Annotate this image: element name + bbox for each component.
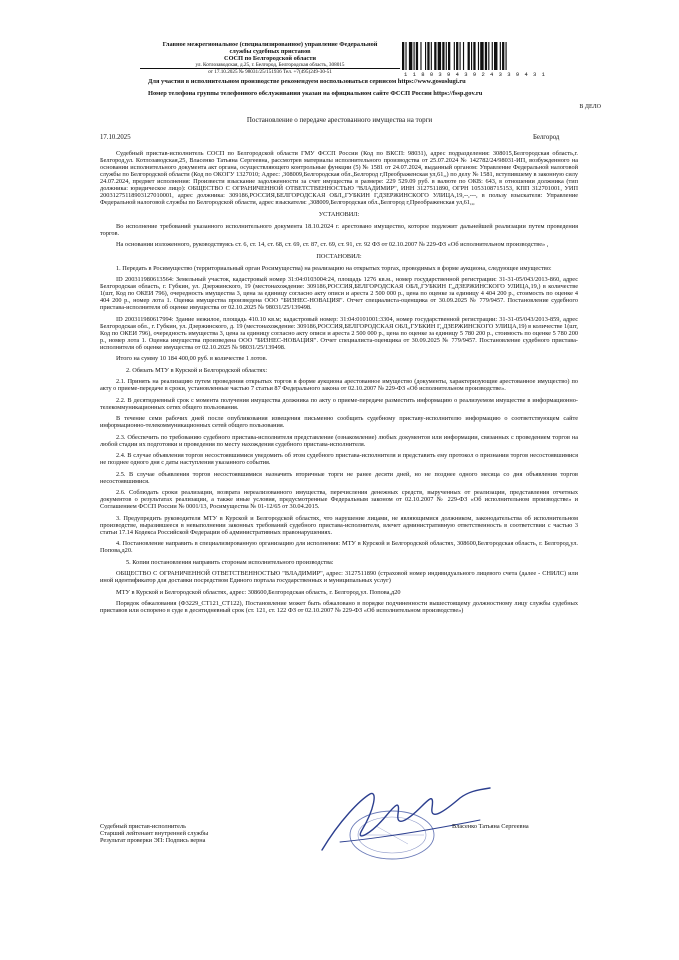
- paragraph: 5. Копии постановления направить сторонам исполнительного производства:: [126, 558, 334, 566]
- barcode-bar: [409, 42, 412, 70]
- gosuslugi-notice: Для участия в исполнительном производстве рекомендуем воспользоваться сервисом https://www.gosuslugi.ru: [148, 78, 466, 85]
- paragraph-appeal: Порядок обжалования (Ф3229_СТ121_СТ122), Постановление может быть обжаловано в порядке подчиненности вышестоящему должностному лицу службы судебных приставов или оспорено в суде в десятидневный срок (ст. 121, ст. 122 ФЗ от 02.10.2007 № 229-ФЗ «Об исполнительном производстве»): [100, 600, 578, 615]
- paragraph-total: Итого на сумму 10 184 400,00 руб. в количестве 1 лотов.: [116, 355, 268, 363]
- paragraph: В течение семи рабочих дней после опубликования извещения письменно сообщить судебному приставу-исполнителю информацию о соответствующем сайте информационно-телекоммуникационных сетей общего пользования.: [100, 415, 578, 430]
- issuer-line-1: Главное межрегиональное (специализированное) управление Федеральной: [162, 41, 378, 48]
- issuer-line-2: службы судебных приставов: [229, 48, 311, 56]
- barcode-bar: [446, 42, 447, 70]
- barcode-bar: [438, 42, 441, 70]
- paragraph: МТУ в Курской и Белгородской областях, адрес: 308600,Белгородская область, г. Белгород,ул. Попова,д20: [116, 588, 401, 596]
- issuer-line-3: СОСП по Белгородской области: [224, 55, 316, 63]
- paragraph: 2.4. В случае объявления торгов несостоявшимися уведомить об этом судебного пристава-исполнителя и представить ему протокол о признании торгов несостоявшимися не позднее одного дня с даты наступления указанного события.: [100, 452, 578, 467]
- property-item-building: ID 200311980617994: Здание нежилое, площадь 410.10 кв.м; кадастровый номер: 31:04:0101001:3304, номер государственной регистрации: 31-31-05/043/2013-859, адрес Белгородская обл., г. Губкин, ул. Дзержинского, д. 19 (местонахождение: 309186,РОССИЯ,БЕЛГОРОДСКАЯ ОБЛ,,ГУБКИН Г,,ДЗЕРЖИНСКОГО УЛИЦА,19) в количестве 1(шт, Код по ОКЕИ 796), очередность имущества 3, цена за единицу согласно акту описи и ареста 2 500 000 р., цена по оценке за единицу 5 780 200 р., стоимость по оценке 5 780 200 р., номер лота 1. Оценка имущества произведена ООО "БИЗНЕС-НОВАЦИЯ". Отчет специалиста-оценщика от 30.09.2025 № 779/9457. Постановление судебного пристава-исполнителя об оценке имущества от 02.10.2025 № 98031/25/139498.: [100, 315, 578, 352]
- paragraph: 2. Обязать МТУ в Курской и Белгородской областях:: [126, 366, 268, 374]
- signer-name: Власенко Татьяна Сергеевна: [452, 823, 529, 830]
- heading-postanovil: ПОСТАНОВИЛ:: [316, 252, 362, 260]
- barcode-bar: [442, 42, 444, 70]
- barcode-bar: [488, 42, 489, 70]
- barcode-bar: [414, 42, 415, 70]
- barcode-bar: [431, 42, 432, 70]
- barcode-bar: [485, 42, 487, 70]
- document-body: [100, 150, 578, 619]
- barcode-number: 1 1 8 0 3 9 4 3 9 2 4 3 3 9 4 3 1: [404, 71, 546, 78]
- barcode-bar: [471, 42, 472, 70]
- heading-ustanovil: УСТАНОВИЛ:: [318, 210, 360, 218]
- paragraph: 2.3. Обеспечить по требованию судебного пристава-исполнителя представление (ознакомление) любых документов или информации, связанных с проведением торгов на любой стадии их подготовки и проведения по месту нахождения судебного пристава-исполнителя.: [100, 433, 578, 448]
- paragraph: На основании изложенного, руководствуясь ст. 6, ст. 14, ст. 68, ст. 69, ст. 87, ст. 69, ст. 91, ст. 92 ФЗ от 02.10.2007 № 229-ФЗ «Об исполнительном производстве» ,: [116, 241, 549, 249]
- paragraph: 1. Передать в Росимущество (территориальный орган Росимущества) на реализацию на открытых торгах, проводимых в форме аукциона, следующее имущество:: [116, 264, 552, 272]
- barcode-bar: [480, 42, 483, 70]
- barcode-bar: [468, 42, 470, 70]
- paragraph-intro: Судебный пристав-исполнитель СОСП по Белгородской области ГМУ ФССП России (Код по ВКСП: 98031), адрес подразделения: 308015,Белгородская область,г. Белгород,ул. Котлозаводская,25, Власенко Татьяна Сергеевна, рассмотрев материалы исполнительного производства от 25.07.2024 № 142782/24/98031-ИП, возбужденного на основании исполнительного документа акт органа, осуществляющего контрольные функции (5) № 1581 от 24.07.2024, выданный органом: Управление Федеральной налоговой службы по Белгородской области (Код по ОКОГУ 1327010; Адрес: ,308009,Белгородская обл.,Белгород г,Преображенская ул,61,,) по делу № 1581, вступившему в законную силу 24.07.2024, предмет исполнения: Произвести взыскание задолженности за счет имущества в размере: 229 529.09 руб. в валюте по ОКВ: 643, в отношении должника (тип должника: юридическое лицо): ОБЩЕСТВО С ОГРАНИЧЕННОЙ ОТВЕТСТВЕННОСТЬЮ "ВЛАДИМИР", ИНН 3127511890, ОГРН 1053108715153, КПП 312701001, УИП 20031275118903127010001, адрес должника: 309186,РОССИЯ,БЕЛГОРОДСКАЯ ОБЛ,,ГУБКИН Г,ДЗЕРЖИНСКОГО УЛИЦА,19,--,---, в пользу взыскателя: Управление Федеральной налоговой службы по Белгородской области, адрес взыскателя: ,308009,Белгородская обл.,Белгород г,Преображенская ул,61,,,: [100, 150, 578, 207]
- to-case-mark: В ДЕЛО: [579, 104, 601, 110]
- barcode-bar: [416, 42, 418, 70]
- paragraph: 2.6. Соблюдать сроки реализации, возврата нереализованного имущества, перечисления денежных средств, вырученных от реализации, представления отчетных документов о результатах реализации, а также иные условия, предусмотренные Федеральным законом от 02.10.2007 № 229-ФЗ «Об исполнительном производстве» и Соглашением ФССП России № 0001/13, Росимущества № 01-12/65 от 30.04.2015.: [100, 489, 578, 511]
- signer-position: Судебный пристав-исполнитель: [100, 823, 186, 830]
- paragraph: 2.2. В десятидневный срок с момента получения имущества должника по акту о приеме-передаче разместить информацию о реализуемом имуществе в информационно-телекоммуникационных сетях общего пользования.: [100, 396, 578, 411]
- paragraph: 2.1. Принять на реализацию путем проведения открытых торгов в форме аукциона арестованное имущество (документы, характеризующие арестованное имущество) по акту о приеме-передаче в сроки, установленные частью 7 статьи 87 Федерального закона от 02.10.2007 № 229-ФЗ «Об исполнительном производстве».: [100, 378, 578, 393]
- barcode-bar: [494, 42, 497, 70]
- phone-service-notice: Номер телефона группы телефонного обслуживания указан на официальном сайте ФССП России https://fssp.gov.ru: [148, 90, 483, 97]
- barcode-bar: [427, 42, 429, 70]
- barcode-bar: [500, 42, 501, 70]
- issuer-header: [140, 41, 400, 75]
- paragraph: 2.5. В случае объявления торгов несостоявшимися назначить вторичные торги не ранее десяти дней, но не позднее одного месяца со дня объявления торгов несостоявшимися.: [100, 470, 578, 485]
- document-city: Белгород: [533, 134, 560, 141]
- paragraph: 4. Постановление направить в специализированную организацию для исполнения: МТУ в Курской и Белгородской областях, 308600,Белгородская область, г. Белгород,ул. Попова,д20.: [100, 540, 578, 555]
- paragraph: 3. Предупредить руководителя МТУ в Курской и Белгородской областях, что нарушение лицами, не являющимися должником, законодательства об исполнительном производстве, выразившееся в невыполнении законных требований судебного пристава-исполнителя, влечет административную ответственность в соответствии с частью 3 статьи 17.14 Кодекса Российской Федерации об административных правонарушениях.: [100, 514, 578, 536]
- barcode-bar: [502, 42, 504, 70]
- document-date: 17.10.2025: [100, 134, 131, 141]
- barcode-bar: [473, 42, 475, 70]
- document-title: Постановление о передаче арестованного имущества на торги: [246, 116, 433, 124]
- paragraph: ОБЩЕСТВО С ОГРАНИЧЕННОЙ ОТВЕТСТВЕННОСТЬЮ "ВЛАДИМИР", адрес: 3127511890 (страховой номер индивидуального лицевого счета (далее - СНИЛС) или иной идентификатор для доставки посредством Единого портала государственных и муниципальных услуг): [100, 570, 578, 585]
- issuer-address: ул. Котлозаводская, д.25, г. Белгород, Белгородская область, 308015: [140, 62, 400, 69]
- barcode-bar: [434, 42, 436, 70]
- barcode-bar: [460, 42, 461, 70]
- paragraph: Во исполнение требований указанного исполнительного документа 18.10.2024 г. арестовано имущество, которое подлежит дальнейшей реализации путем проведения торгов.: [100, 222, 578, 237]
- ep-check-result: Результат проверки ЭП: Подпись верна: [100, 837, 206, 845]
- barcode-bar: [402, 42, 404, 70]
- barcode-bar: [448, 42, 450, 70]
- property-item-land: ID 200311980613564: Земельный участок, кадастровый номер 31:04:0103004:24, площадь 1276 кв.м., номер государственной регистрации: 31-31-05/043/2013-860, адрес Белгородская область, г. Губкин, ул. Дзержинского, 19 (местонахождение: 309186,РОССИЯ,БЕЛГОРОДСКАЯ ОБЛ,,ГУБКИН Г,,ДЗЕРЖИНСКОГО УЛИЦА,19,) в количестве 1(шт, Код по ОКЕИ 796), очередность имущества 3, цена за единицу согласно акту описи и ареста 2 500 000 р., цена по оценке за единицу 4 404 200 р., стоимость по оценке 4 404 200 р., номер лота 1. Оценка имущества произведена ООО "БИЗНЕС-НОВАЦИЯ". Отчет специалиста-оценщика от 30.09.2025 № 779/9457. Постановление судебного пристава-исполнителя об оценке имущества от 02.10.2025 № 98031/25/139498.: [100, 276, 578, 312]
- issuer-phone: от 17.10.2025 № 98031/25/151936 Тел. +7(495)249-30-51: [208, 69, 332, 76]
- signer-block: [100, 823, 208, 845]
- barcode-bar: [463, 42, 464, 70]
- barcode-bar: [420, 42, 421, 70]
- barcode-bar: [405, 42, 406, 70]
- barcode-bar: [456, 42, 458, 70]
- barcode-bar: [425, 42, 426, 70]
- barcode-bar: [478, 42, 479, 70]
- barcode-bar: [506, 42, 507, 70]
- signer-rank: Старший лейтенант внутренней службы: [100, 830, 209, 838]
- barcode: [402, 42, 548, 70]
- barcode-bar: [492, 42, 493, 70]
- barcode-bar: [454, 42, 455, 70]
